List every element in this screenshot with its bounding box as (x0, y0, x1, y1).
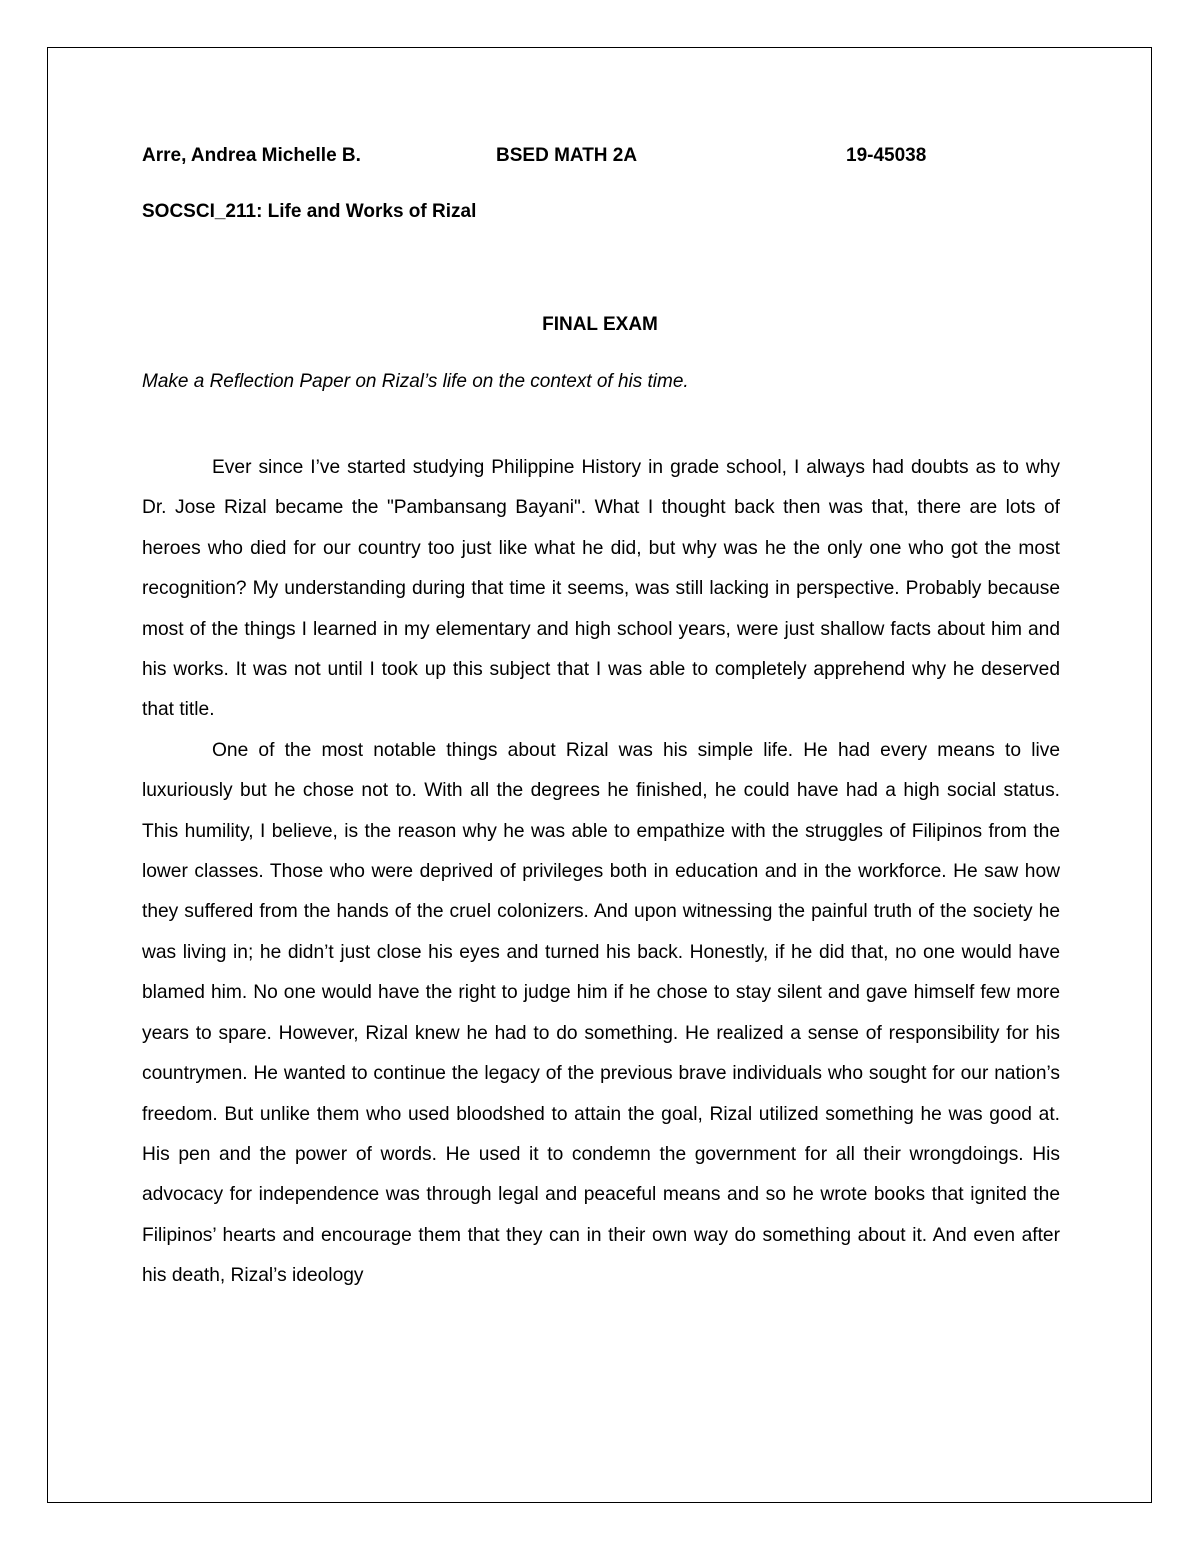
essay-paragraph-1: Ever since I’ve started studying Philippine History in grade school, I always had doubts as to why Dr. Jose Rizal became the "Pambansang Bayani". What I thought back then was that, there are lots of heroes who died for our country too just like what he did, but why was he the only one who got the most recognition? My understanding during that time it seems, was still lacking in perspective. Probably because most of the things I learned in my elementary and high school years, were just shallow facts about him and his works. It was not until I took up this subject that I was able to completely apprehend why he deserved that title. (142, 457, 1060, 721)
essay-body (142, 448, 1060, 1297)
exam-instruction: Make a Reflection Paper on Rizal’s life on the context of his time. (142, 371, 689, 392)
subject-line: SOCSCI_211: Life and Works of Rizal (142, 201, 477, 222)
student-id: 19-45038 (846, 145, 927, 166)
exam-title: FINAL EXAM (542, 314, 658, 335)
essay-paragraph-2: One of the most notable things about Rizal was his simple life. He had every means to live luxuriously but he chose not to. With all the degrees he finished, he could have had a high social status. This humility, I believe, is the reason why he was able to empathize with the struggles of Filipinos from the lower classes. Those who were deprived of privileges both in education and in the workforce. He saw how they suffered from the hands of the cruel colonizers. And upon witnessing the painful truth of the society he was living in; he didn’t just close his eyes and turned his back. Honestly, if he did that, no one would have blamed him. No one would have the right to judge him if he chose to stay silent and gave himself few more years to spare. However, Rizal knew he had to do something. He realized a sense of responsibility for his countrymen. He wanted to continue the legacy of the previous brave individuals who sought for our nation’s freedom. But unlike them who used bloodshed to attain the goal, Rizal utilized something he was good at. His pen and the power of words. He used it to condemn the government for all their wrongdoings. His advocacy for independence was through legal and peaceful means and so he wrote books that ignited the Filipinos’ hearts and encourage them that they can in their own way do something about it. And even after his death, Rizal’s ideology (142, 739, 1060, 1287)
student-course: BSED MATH 2A (496, 145, 638, 166)
student-header (142, 145, 1062, 171)
student-name: Arre, Andrea Michelle B. (142, 145, 361, 166)
